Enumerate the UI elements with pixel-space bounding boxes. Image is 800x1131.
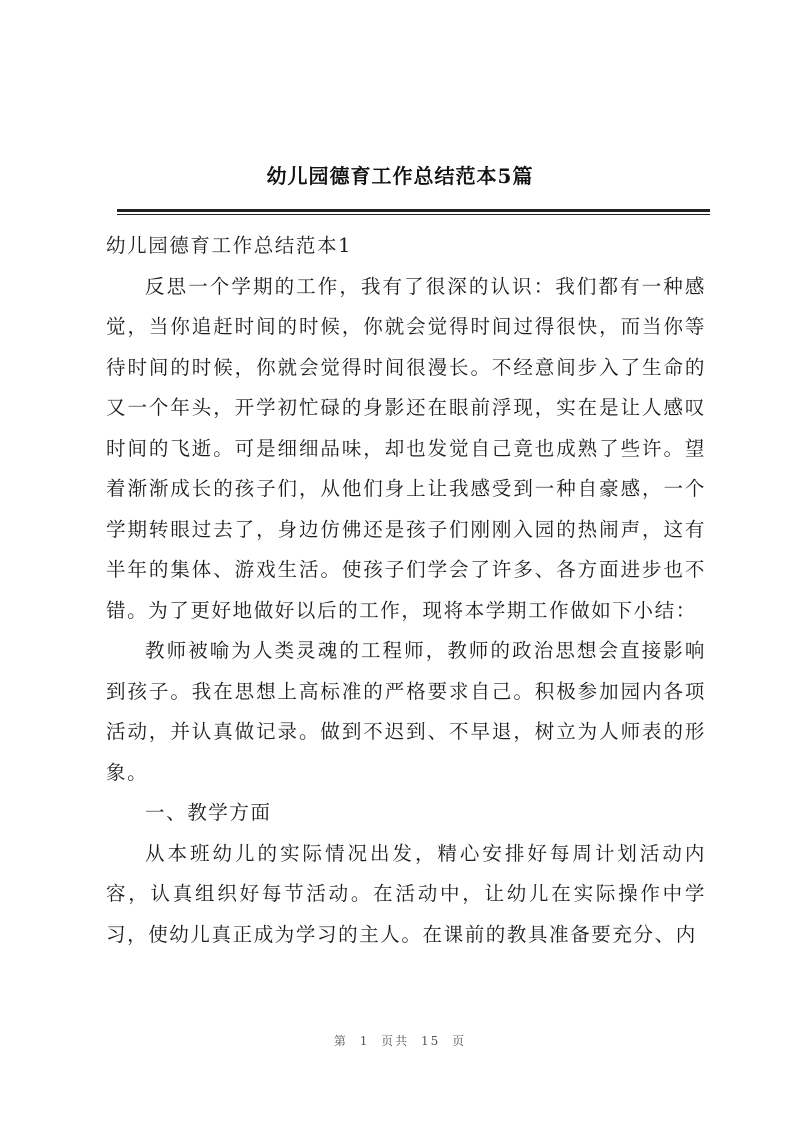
paragraph-1: 反思一个学期的工作，我有了很深的认识：我们都有一种感觉，当你追赶时间的时候，你就会觉得时间过得很快，而当你等待时间的时候，你就会觉得时间很漫长。不经意间步入了生命的又一个年头，开学初忙碌的身影还在眼前浮现，实在是让人感叹时间的飞逝。可是细细品味，却也发觉自己竟也成熟了些许。望着渐渐成长的孩子们，从他们身上让我感受到一种自豪感，一个学期转眼过去了，身边仿佛还是孩子们刚刚入园的热闹声，这有半年的集体、游戏生活。使孩子们学会了许多、各方面进步也不错。为了更好地做好以后的工作，现将本学期工作做如下小结：: [106, 274, 706, 622]
section-title: 幼儿园德育工作总结范本1: [106, 234, 353, 257]
heading-teaching: 一、教学方面: [145, 801, 272, 824]
document-title: 幼儿园德育工作总结范本5篇: [266, 164, 534, 188]
page-footer: 第 1 页共 15 页: [333, 1034, 467, 1048]
title-divider-thick: [117, 209, 710, 212]
paragraph-3: 从本班幼儿的实际情况出发，精心安排好每周计划活动内容，认真组织好每节活动。在活动中，让幼儿在实际操作中学习，使幼儿真正成为学习的主人。在课前的教具准备要充分、内: [106, 841, 706, 946]
document-body: [106, 226, 706, 955]
paragraph-2: 教师被喻为人类灵魂的工程师，教师的政治思想会直接影响到孩子。我在思想上高标准的严格要求自己。积极参加园内各项活动，并认真做记录。做到不迟到、不早退，树立为人师表的形象。: [106, 639, 706, 784]
title-divider-thin: [117, 214, 710, 215]
